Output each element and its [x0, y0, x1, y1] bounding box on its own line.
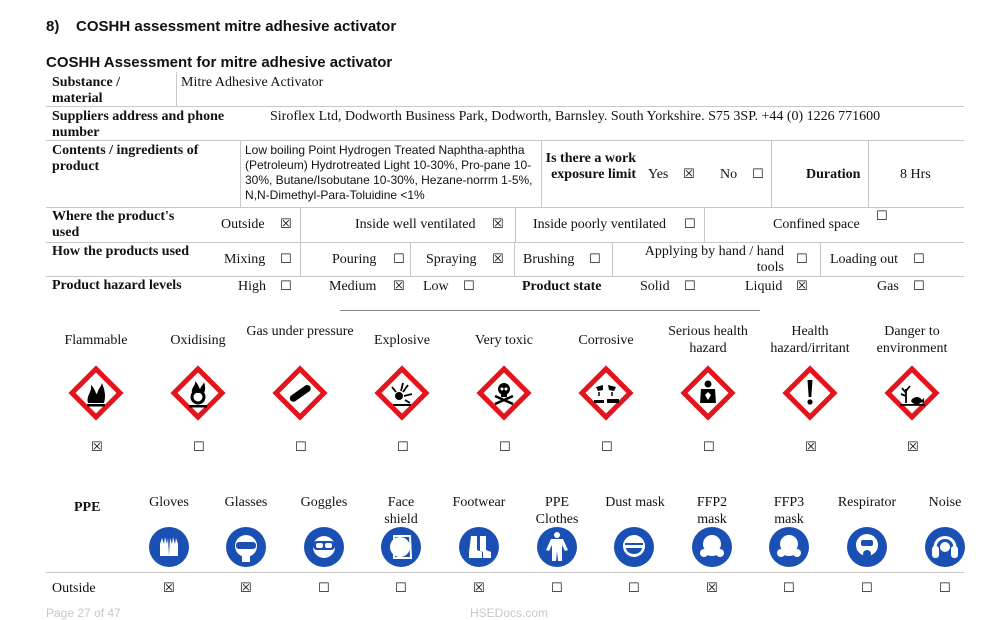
how-brushing-checkbox[interactable]: ☐ [589, 252, 601, 267]
hazard-checkbox-environment[interactable]: ☒ [907, 440, 919, 455]
hazard-label-corrosive: Corrosive [578, 333, 634, 348]
where-poorly-ventilated-label: Inside poorly ventilated [533, 217, 666, 232]
hazard-low-checkbox[interactable]: ☐ [463, 279, 475, 294]
environment-icon [882, 363, 942, 423]
footer-brand: HSEDocs.com [470, 606, 549, 620]
duration-value: 8 Hrs [900, 167, 931, 182]
how-mixing-label: Mixing [224, 252, 266, 267]
hazard-label-health-irritant: Health hazard/irritant [770, 324, 850, 356]
hazard-label-oxidising: Oxidising [170, 333, 226, 348]
ppe-label-dust-mask: Dust mask [605, 495, 665, 510]
hazard-label-serious-health: Serious health hazard [668, 324, 748, 356]
product-state-label: Product state [522, 279, 602, 294]
ppe-label-glasses: Glasses [224, 495, 268, 510]
where-well-ventilated-checkbox[interactable]: ☒ [492, 217, 504, 232]
flammable-icon [66, 363, 126, 423]
substance-label: Substance / material [52, 75, 121, 106]
ppe-label-ffp2: FFP2 mask [696, 495, 728, 527]
section-number: 8) [46, 18, 60, 35]
hazard-checkbox-serious-health[interactable]: ☐ [703, 440, 715, 455]
state-liquid-label: Liquid [745, 279, 783, 294]
respirator-icon [846, 526, 888, 568]
hazard-checkbox-gas-under-pressure[interactable]: ☐ [295, 440, 307, 455]
hazard-levels-label: Product hazard levels [52, 278, 182, 293]
ppe-checkbox-ffp2[interactable]: ☒ [706, 581, 718, 596]
supplier-label: Suppliers address and phone number [52, 109, 225, 140]
exposure-no-checkbox[interactable]: ☐ [752, 167, 764, 182]
hazard-checkbox-corrosive[interactable]: ☐ [601, 440, 613, 455]
ppe-label-respirator: Respirator [837, 495, 897, 510]
state-gas-checkbox[interactable]: ☐ [913, 279, 925, 294]
where-poorly-ventilated-checkbox[interactable]: ☐ [684, 217, 696, 232]
hazard-low-label: Low [423, 279, 449, 294]
gloves-icon [148, 526, 190, 568]
duration-label: Duration [806, 167, 861, 182]
skull-crossbones-icon [474, 363, 534, 423]
ppe-label-ffp3: FFP3 mask [773, 495, 805, 527]
explosive-icon [372, 363, 432, 423]
state-liquid-checkbox[interactable]: ☒ [796, 279, 808, 294]
ppe-checkbox-noise[interactable]: ☐ [939, 581, 951, 596]
ppe-checkbox-dust-mask[interactable]: ☐ [628, 581, 640, 596]
exposure-yes-checkbox[interactable]: ☒ [683, 167, 695, 182]
hazard-label-explosive: Explosive [374, 333, 430, 348]
hazard-checkbox-health-irritant[interactable]: ☒ [805, 440, 817, 455]
ppe-checkbox-face-shield[interactable]: ☐ [395, 581, 407, 596]
ppe-checkbox-ffp3[interactable]: ☐ [783, 581, 795, 596]
state-gas-label: Gas [877, 279, 899, 294]
how-used-label: How the products used [52, 244, 190, 259]
coverall-icon [536, 526, 578, 568]
ppe-checkbox-gloves[interactable]: ☒ [163, 581, 175, 596]
contents-label: Contents / ingredients of product [52, 143, 199, 174]
ppe-label-goggles: Goggles [300, 495, 348, 510]
where-outside-checkbox[interactable]: ☒ [280, 217, 292, 232]
exclamation-icon [780, 363, 840, 423]
how-applying-by-hand-label: Applying by hand / hand tools [644, 244, 784, 275]
how-mixing-checkbox[interactable]: ☐ [280, 252, 292, 267]
hazard-label-very-toxic: Very toxic [475, 333, 533, 348]
supplier-value: Siroflex Ltd, Dodworth Business Park, Dodworth, Barnsley. South Yorkshire. S75 3SP. +44 (0) 1226 771600 [270, 109, 881, 124]
ppe-label: PPE [74, 500, 101, 515]
substance-value: Mitre Adhesive Activator [181, 75, 324, 90]
hazard-checkbox-flammable[interactable]: ☒ [91, 440, 103, 455]
ppe-checkbox-footwear[interactable]: ☒ [473, 581, 485, 596]
ffp2-mask-icon [691, 526, 733, 568]
state-solid-label: Solid [640, 279, 670, 294]
goggles-icon [303, 526, 345, 568]
how-loading-out-label: Loading out [830, 252, 899, 267]
oxidising-icon [168, 363, 228, 423]
ppe-label-clothes: PPE Clothes [535, 495, 579, 527]
page-number: Page 27 of 47 [46, 606, 121, 620]
gas-cylinder-icon [270, 363, 330, 423]
ppe-label-footwear: Footwear [452, 495, 506, 510]
how-pouring-checkbox[interactable]: ☐ [393, 252, 405, 267]
hazard-high-label: High [238, 279, 266, 294]
exposure-yes-label: Yes [648, 167, 669, 182]
where-well-ventilated-label: Inside well ventilated [355, 217, 476, 232]
ppe-checkbox-goggles[interactable]: ☐ [318, 581, 330, 596]
ppe-label-face-shield: Face shield [384, 495, 418, 527]
section-heading [46, 18, 396, 35]
hazard-label-environment: Danger to environment [876, 324, 948, 356]
hazard-medium-checkbox[interactable]: ☒ [393, 279, 405, 294]
how-spraying-label: Spraying [426, 252, 477, 267]
how-brushing-label: Brushing [523, 252, 575, 267]
hazard-label-gas-under-pressure: Gas under pressure [246, 324, 354, 339]
how-loading-out-checkbox[interactable]: ☐ [913, 252, 925, 267]
hazard-high-checkbox[interactable]: ☐ [280, 279, 292, 294]
contents-value: Low boiling Point Hydrogen Treated Naphtha-aphtha (Petroleum) Hydrotreated Light 10-30%, Pro-pane 10-30%, Butane/Isobutane 10-30%, Hezane-norrm 1-5%, N,N-Dimethyl-Para-Toluidine <1% [245, 143, 533, 202]
hazard-checkbox-very-toxic[interactable]: ☐ [499, 440, 511, 455]
how-applying-by-hand-checkbox[interactable]: ☐ [796, 252, 808, 267]
glasses-icon [225, 526, 267, 568]
boots-icon [458, 526, 500, 568]
ppe-checkbox-glasses[interactable]: ☒ [240, 581, 252, 596]
hazard-checkbox-oxidising[interactable]: ☐ [193, 440, 205, 455]
how-spraying-checkbox[interactable]: ☒ [492, 252, 504, 267]
ppe-label-gloves: Gloves [149, 495, 189, 510]
where-confined-space-checkbox[interactable]: ☐ [876, 209, 888, 224]
hazard-checkbox-explosive[interactable]: ☐ [397, 440, 409, 455]
dust-mask-icon [613, 526, 655, 568]
exposure-limit-label: Is there a work exposure limit [545, 151, 636, 182]
ppe-label-noise: Noise [928, 495, 962, 510]
exposure-no-label: No [720, 167, 738, 182]
where-used-label: Where the product's used [52, 209, 175, 240]
where-confined-space-label: Confined space [773, 217, 860, 232]
assessment-title: COSHH Assessment for mitre adhesive activator [46, 54, 393, 71]
how-pouring-label: Pouring [332, 252, 377, 267]
ffp3-mask-icon [768, 526, 810, 568]
ppe-checkbox-clothes[interactable]: ☐ [551, 581, 563, 596]
state-solid-checkbox[interactable]: ☐ [684, 279, 696, 294]
ppe-row-label: Outside [52, 581, 96, 596]
section-title: COSHH assessment mitre adhesive activator [76, 18, 397, 35]
health-hazard-icon [678, 363, 738, 423]
corrosive-icon [576, 363, 636, 423]
ear-defenders-icon [924, 526, 966, 568]
face-shield-icon [380, 526, 422, 568]
where-outside-label: Outside [221, 217, 265, 232]
hazard-label-flammable: Flammable [64, 333, 128, 348]
hazard-medium-label: Medium [329, 279, 377, 294]
ppe-checkbox-respirator[interactable]: ☐ [861, 581, 873, 596]
